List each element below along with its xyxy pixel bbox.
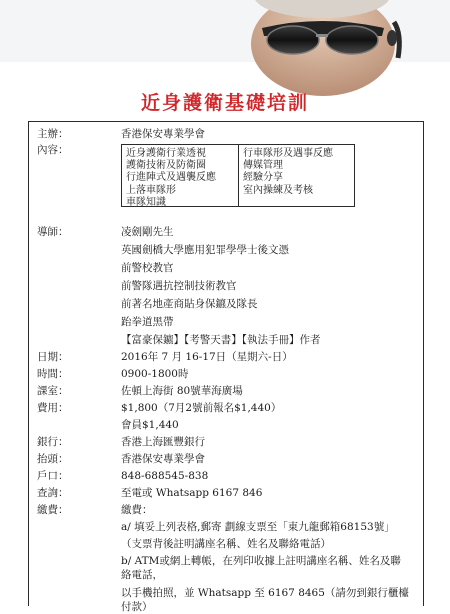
room-value: 佐頓上海街 80號華海廣場: [121, 385, 243, 397]
instructor-credential: 前著名地產商貼身保鑣及隊長: [121, 298, 258, 310]
time-label: 時間：: [37, 368, 69, 380]
bodyguard-photo: [0, 0, 450, 62]
instructor-credential: 前警校教官: [121, 262, 174, 274]
payment-option-b-note: 以手機拍照，並 Whatsapp 至 6167 8465（請勿到銀行櫃檯付款）: [121, 587, 409, 613]
instructor-name: 凌劍剛先生: [121, 226, 174, 238]
content-item: 護衛技術及防衛圈: [126, 160, 206, 172]
room-label: 課室：: [37, 385, 69, 397]
instructor-credential: 前警隊遇抗控制技術教官: [121, 280, 237, 292]
enquiry-label: 查詢：: [37, 487, 69, 499]
content-item: 行車隊形及遇事反應: [243, 148, 333, 159]
hero-image: [0, 0, 450, 62]
fee-value: $1,800（7月2號前報名$1,440）: [121, 402, 282, 414]
content-label: 內容：: [37, 144, 69, 156]
content-item: 傳媒管理: [243, 160, 283, 172]
organizer-value: 香港保安專業學會: [121, 128, 205, 140]
instructor-books: 【富豪保鑣】【考警天書】【執法手冊】作者: [121, 334, 321, 346]
instructor-label: 導師：: [37, 226, 69, 238]
content-item: 車隊知識: [126, 196, 166, 208]
date-label: 日期：: [37, 351, 69, 363]
instructor-credential: 跆拳道黑帶: [121, 316, 174, 328]
bank-label: 銀行：: [37, 436, 69, 448]
bank-value: 香港上海匯豐銀行: [121, 436, 205, 448]
payment-option-b: b/ ATM或網上轉帳，在列印收據上註明講座名稱、姓名及聯絡電話，: [121, 555, 401, 581]
content-item: 室內操練及考核: [243, 184, 313, 196]
course-info-card: [28, 121, 424, 613]
account-value: 848-688545-838: [121, 470, 209, 482]
organizer-label: 主辦：: [37, 128, 69, 140]
content-left-column: [126, 148, 216, 209]
enquiry-value: 至電或 Whatsapp 6167 846: [121, 487, 263, 499]
content-item: 行進陣式及遇襲反應: [126, 172, 216, 184]
content-item: 上落車隊形: [126, 184, 176, 196]
payment-option-a: a/ 填妥上列表格,郵寄 劃線支票至「東九龍郵箱68153號」: [121, 521, 395, 533]
member-fee-value: 會員$1,440: [121, 419, 179, 431]
payee-label: 抬頭：: [37, 453, 69, 465]
payee-value: 香港保安專業學會: [121, 453, 205, 465]
content-item: 經驗分享: [243, 172, 283, 184]
fee-label: 費用：: [37, 402, 69, 414]
payment-label: 繳費：: [37, 504, 69, 516]
payment-option-a-note: （支票背後註明講座名稱、姓名及聯絡電話）: [121, 538, 331, 550]
instructor-credential: 英國劍橋大學應用犯罪學學士後文憑: [121, 244, 289, 256]
content-table: [121, 144, 355, 207]
account-label: 戶口：: [37, 470, 69, 482]
content-right-column: [243, 148, 333, 197]
time-value: 0900-1800時: [121, 368, 189, 380]
content-divider: [238, 145, 239, 206]
payment-heading: 繳費：: [121, 504, 153, 516]
page-title: 近身護衛基礎培訓: [140, 92, 309, 114]
date-value: 2016年 7 月 16-17日（星期六-日）: [121, 351, 293, 363]
content-item: 近身護衛行業透視: [126, 148, 206, 159]
